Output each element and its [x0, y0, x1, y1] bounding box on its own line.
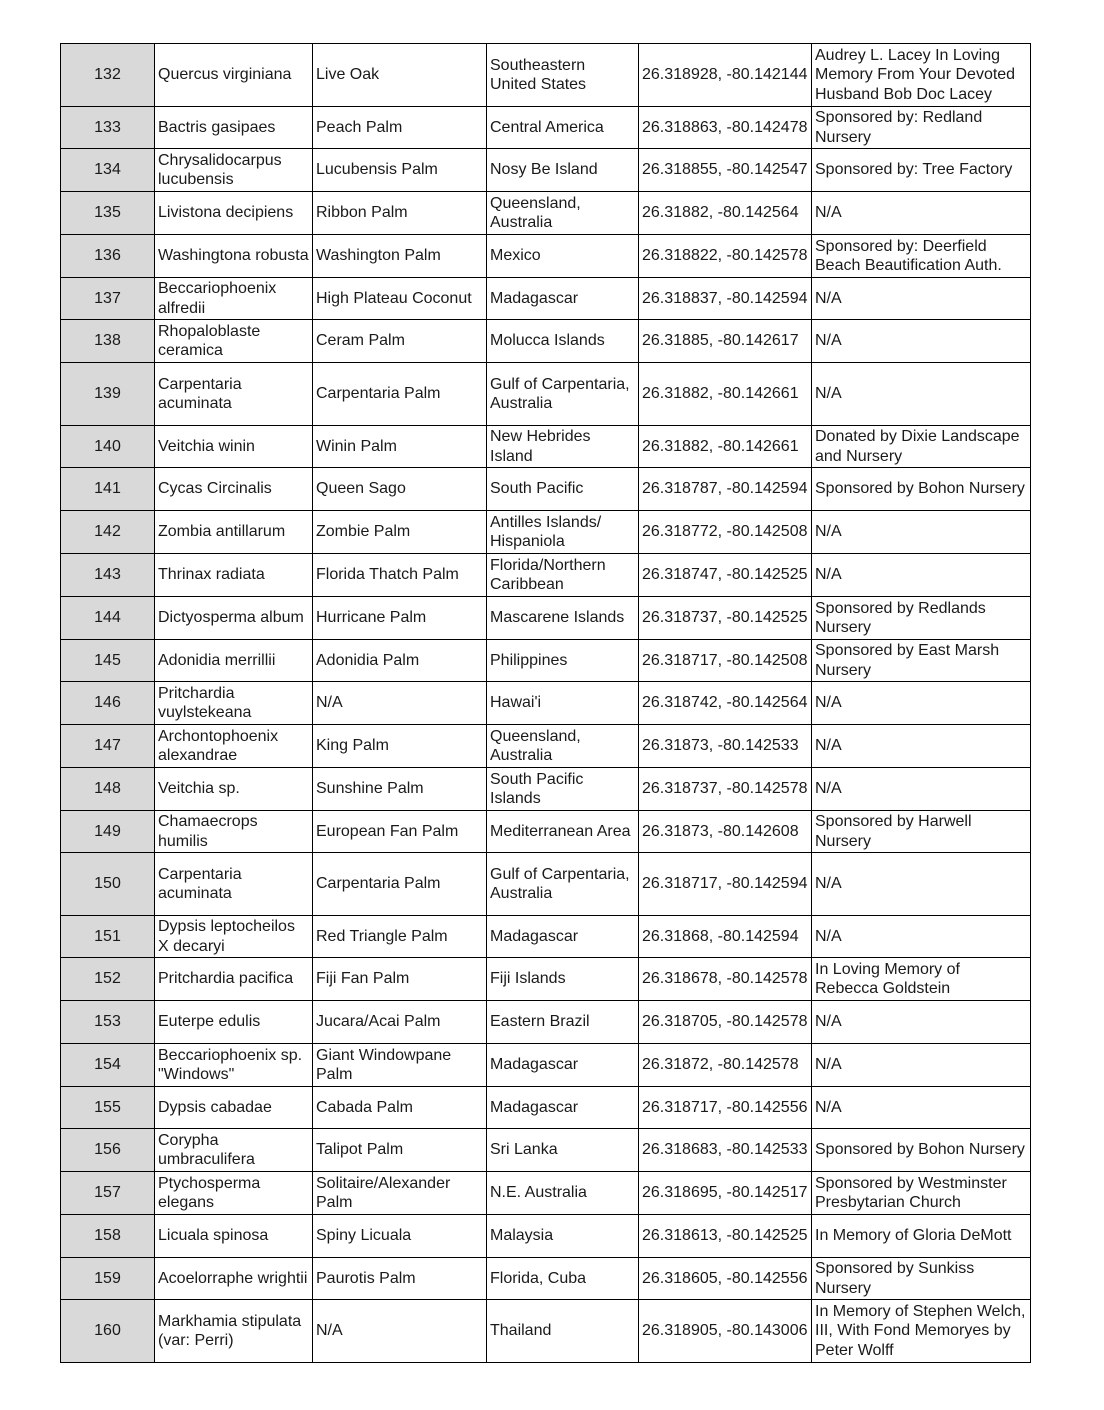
scientific-name: Dypsis leptocheilos X decaryi — [155, 916, 313, 958]
table-row — [61, 853, 1031, 916]
native-origin: Gulf of Carpentaria, Australia — [487, 853, 639, 916]
common-name: Florida Thatch Palm — [313, 554, 487, 597]
scientific-name: Bactris gasipaes — [155, 107, 313, 149]
gps-coordinates: 26.31873, -80.142533 — [639, 725, 812, 768]
table-row — [61, 426, 1031, 468]
gps-coordinates: 26.318928, -80.142144 — [639, 44, 812, 107]
gps-coordinates: 26.318747, -80.142525 — [639, 554, 812, 597]
native-origin: Malaysia — [487, 1215, 639, 1258]
gps-coordinates: 26.318717, -80.142508 — [639, 640, 812, 682]
table-row — [61, 682, 1031, 725]
table-row — [61, 1215, 1031, 1258]
common-name: Hurricane Palm — [313, 597, 487, 640]
row-number: 154 — [61, 1044, 155, 1087]
table-row — [61, 1087, 1031, 1129]
table-row — [61, 554, 1031, 597]
sponsor-notes: N/A — [812, 511, 1031, 554]
native-origin: Queensland, Australia — [487, 192, 639, 235]
table-body — [61, 44, 1031, 1363]
common-name: Peach Palm — [313, 107, 487, 149]
row-number: 141 — [61, 468, 155, 511]
row-number: 144 — [61, 597, 155, 640]
scientific-name: Washingtona robusta — [155, 235, 313, 278]
table-row — [61, 1300, 1031, 1363]
table-row — [61, 278, 1031, 320]
gps-coordinates: 26.31872, -80.142578 — [639, 1044, 812, 1087]
common-name: Red Triangle Palm — [313, 916, 487, 958]
native-origin: Central America — [487, 107, 639, 149]
common-name: Jucara/Acai Palm — [313, 1001, 487, 1044]
scientific-name: Pritchardia pacifica — [155, 958, 313, 1001]
common-name: European Fan Palm — [313, 811, 487, 853]
sponsor-notes: N/A — [812, 278, 1031, 320]
native-origin: South Pacific — [487, 468, 639, 511]
gps-coordinates: 26.318787, -80.142594 — [639, 468, 812, 511]
row-number: 159 — [61, 1258, 155, 1300]
table-row — [61, 363, 1031, 426]
native-origin: Florida, Cuba — [487, 1258, 639, 1300]
scientific-name: Veitchia sp. — [155, 768, 313, 811]
gps-coordinates: 26.318737, -80.142578 — [639, 768, 812, 811]
common-name: Lucubensis Palm — [313, 149, 487, 192]
gps-coordinates: 26.318905, -80.143006 — [639, 1300, 812, 1363]
gps-coordinates: 26.31882, -80.142661 — [639, 426, 812, 468]
row-number: 146 — [61, 682, 155, 725]
native-origin: N.E. Australia — [487, 1172, 639, 1215]
scientific-name: Zombia antillarum — [155, 511, 313, 554]
gps-coordinates: 26.31873, -80.142608 — [639, 811, 812, 853]
native-origin: Molucca Islands — [487, 320, 639, 363]
row-number: 142 — [61, 511, 155, 554]
scientific-name: Livistona decipiens — [155, 192, 313, 235]
scientific-name: Dictyosperma album — [155, 597, 313, 640]
gps-coordinates: 26.31882, -80.142661 — [639, 363, 812, 426]
sponsor-notes: Audrey L. Lacey In Loving Memory From Your Devoted Husband Bob Doc Lacey — [812, 44, 1031, 107]
scientific-name: Adonidia merrillii — [155, 640, 313, 682]
native-origin: Florida/Northern Caribbean — [487, 554, 639, 597]
scientific-name: Thrinax radiata — [155, 554, 313, 597]
native-origin: Madagascar — [487, 1044, 639, 1087]
table-row — [61, 468, 1031, 511]
table-row — [61, 916, 1031, 958]
scientific-name: Euterpe edulis — [155, 1001, 313, 1044]
common-name: Giant Windowpane Palm — [313, 1044, 487, 1087]
common-name: Sunshine Palm — [313, 768, 487, 811]
scientific-name: Beccariophoenix alfredii — [155, 278, 313, 320]
row-number: 156 — [61, 1129, 155, 1172]
gps-coordinates: 26.318855, -80.142547 — [639, 149, 812, 192]
row-number: 133 — [61, 107, 155, 149]
row-number: 151 — [61, 916, 155, 958]
scientific-name: Licuala spinosa — [155, 1215, 313, 1258]
row-number: 145 — [61, 640, 155, 682]
native-origin: Mediterranean Area — [487, 811, 639, 853]
sponsor-notes: Sponsored by Harwell Nursery — [812, 811, 1031, 853]
gps-coordinates: 26.318717, -80.142556 — [639, 1087, 812, 1129]
gps-coordinates: 26.318605, -80.142556 — [639, 1258, 812, 1300]
row-number: 137 — [61, 278, 155, 320]
native-origin: Nosy Be Island — [487, 149, 639, 192]
sponsor-notes: N/A — [812, 554, 1031, 597]
sponsor-notes: N/A — [812, 853, 1031, 916]
native-origin: Philippines — [487, 640, 639, 682]
scientific-name: Beccariophoenix sp. "Windows" — [155, 1044, 313, 1087]
native-origin: Madagascar — [487, 1087, 639, 1129]
common-name: N/A — [313, 682, 487, 725]
table-row — [61, 1001, 1031, 1044]
row-number: 138 — [61, 320, 155, 363]
row-number: 132 — [61, 44, 155, 107]
gps-coordinates: 26.31868, -80.142594 — [639, 916, 812, 958]
gps-coordinates: 26.318822, -80.142578 — [639, 235, 812, 278]
row-number: 134 — [61, 149, 155, 192]
row-number: 157 — [61, 1172, 155, 1215]
native-origin: Mascarene Islands — [487, 597, 639, 640]
row-number: 139 — [61, 363, 155, 426]
row-number: 136 — [61, 235, 155, 278]
sponsor-notes: N/A — [812, 768, 1031, 811]
table-row — [61, 192, 1031, 235]
sponsor-notes: N/A — [812, 1044, 1031, 1087]
table-row — [61, 640, 1031, 682]
sponsor-notes: N/A — [812, 1087, 1031, 1129]
row-number: 140 — [61, 426, 155, 468]
gps-coordinates: 26.318717, -80.142594 — [639, 853, 812, 916]
sponsor-notes: In Memory of Gloria DeMott — [812, 1215, 1031, 1258]
common-name: Adonidia Palm — [313, 640, 487, 682]
scientific-name: Rhopaloblaste ceramica — [155, 320, 313, 363]
native-origin: Antilles Islands/ Hispaniola — [487, 511, 639, 554]
gps-coordinates: 26.318705, -80.142578 — [639, 1001, 812, 1044]
native-origin: Mexico — [487, 235, 639, 278]
table-row — [61, 597, 1031, 640]
sponsor-notes: In Memory of Stephen Welch, III, With Fond Memoryes by Peter Wolff — [812, 1300, 1031, 1363]
row-number: 155 — [61, 1087, 155, 1129]
native-origin: Madagascar — [487, 916, 639, 958]
common-name: Washington Palm — [313, 235, 487, 278]
sponsor-notes: N/A — [812, 725, 1031, 768]
native-origin: Southeastern United States — [487, 44, 639, 107]
table-row — [61, 235, 1031, 278]
common-name: Carpentaria Palm — [313, 363, 487, 426]
table-row — [61, 149, 1031, 192]
row-number: 152 — [61, 958, 155, 1001]
common-name: Ribbon Palm — [313, 192, 487, 235]
row-number: 158 — [61, 1215, 155, 1258]
scientific-name: Carpentaria acuminata — [155, 853, 313, 916]
gps-coordinates: 26.318613, -80.142525 — [639, 1215, 812, 1258]
sponsor-notes: Donated by Dixie Landscape and Nursery — [812, 426, 1031, 468]
native-origin: Gulf of Carpentaria, Australia — [487, 363, 639, 426]
plant-inventory-table — [60, 43, 1031, 1363]
scientific-name: Archontophoenix alexandrae — [155, 725, 313, 768]
row-number: 148 — [61, 768, 155, 811]
sponsor-notes: Sponsored by: Redland Nursery — [812, 107, 1031, 149]
gps-coordinates: 26.318737, -80.142525 — [639, 597, 812, 640]
sponsor-notes: Sponsored by: Tree Factory — [812, 149, 1031, 192]
sponsor-notes: N/A — [812, 1001, 1031, 1044]
table-row — [61, 811, 1031, 853]
sponsor-notes: N/A — [812, 916, 1031, 958]
table-row — [61, 44, 1031, 107]
native-origin: Madagascar — [487, 278, 639, 320]
common-name: Live Oak — [313, 44, 487, 107]
common-name: Fiji Fan Palm — [313, 958, 487, 1001]
gps-coordinates: 26.31885, -80.142617 — [639, 320, 812, 363]
sponsor-notes: In Loving Memory of Rebecca Goldstein — [812, 958, 1031, 1001]
common-name: Paurotis Palm — [313, 1258, 487, 1300]
sponsor-notes: Sponsored by Redlands Nursery — [812, 597, 1031, 640]
table-row — [61, 1258, 1031, 1300]
native-origin: Queensland, Australia — [487, 725, 639, 768]
native-origin: South Pacific Islands — [487, 768, 639, 811]
common-name: Zombie Palm — [313, 511, 487, 554]
table-row — [61, 511, 1031, 554]
native-origin: Fiji Islands — [487, 958, 639, 1001]
table-row — [61, 107, 1031, 149]
row-number: 153 — [61, 1001, 155, 1044]
common-name: King Palm — [313, 725, 487, 768]
gps-coordinates: 26.318742, -80.142564 — [639, 682, 812, 725]
sponsor-notes: Sponsored by: Deerfield Beach Beautification Auth. — [812, 235, 1031, 278]
gps-coordinates: 26.318695, -80.142517 — [639, 1172, 812, 1215]
row-number: 135 — [61, 192, 155, 235]
row-number: 143 — [61, 554, 155, 597]
gps-coordinates: 26.318837, -80.142594 — [639, 278, 812, 320]
gps-coordinates: 26.318772, -80.142508 — [639, 511, 812, 554]
sponsor-notes: N/A — [812, 682, 1031, 725]
sponsor-notes: N/A — [812, 363, 1031, 426]
scientific-name: Chrysalidocarpus lucubensis — [155, 149, 313, 192]
common-name: Spiny Licuala — [313, 1215, 487, 1258]
native-origin: New Hebrides Island — [487, 426, 639, 468]
table-row — [61, 320, 1031, 363]
row-number: 160 — [61, 1300, 155, 1363]
common-name: Cabada Palm — [313, 1087, 487, 1129]
common-name: Winin Palm — [313, 426, 487, 468]
sponsor-notes: N/A — [812, 192, 1031, 235]
scientific-name: Chamaecrops humilis — [155, 811, 313, 853]
scientific-name: Cycas Circinalis — [155, 468, 313, 511]
scientific-name: Corypha umbraculifera — [155, 1129, 313, 1172]
scientific-name: Markhamia stipulata (var: Perri) — [155, 1300, 313, 1363]
scientific-name: Dypsis cabadae — [155, 1087, 313, 1129]
sponsor-notes: Sponsored by East Marsh Nursery — [812, 640, 1031, 682]
table-row — [61, 1129, 1031, 1172]
row-number: 147 — [61, 725, 155, 768]
sponsor-notes: Sponsored by Bohon Nursery — [812, 468, 1031, 511]
sponsor-notes: N/A — [812, 320, 1031, 363]
common-name: N/A — [313, 1300, 487, 1363]
native-origin: Sri Lanka — [487, 1129, 639, 1172]
common-name: Solitaire/Alexander Palm — [313, 1172, 487, 1215]
scientific-name: Veitchia winin — [155, 426, 313, 468]
gps-coordinates: 26.318683, -80.142533 — [639, 1129, 812, 1172]
gps-coordinates: 26.318678, -80.142578 — [639, 958, 812, 1001]
gps-coordinates: 26.318863, -80.142478 — [639, 107, 812, 149]
table-row — [61, 725, 1031, 768]
common-name: Ceram Palm — [313, 320, 487, 363]
gps-coordinates: 26.31882, -80.142564 — [639, 192, 812, 235]
common-name: High Plateau Coconut — [313, 278, 487, 320]
table-row — [61, 1172, 1031, 1215]
scientific-name: Carpentaria acuminata — [155, 363, 313, 426]
scientific-name: Quercus virginiana — [155, 44, 313, 107]
common-name: Talipot Palm — [313, 1129, 487, 1172]
scientific-name: Ptychosperma elegans — [155, 1172, 313, 1215]
sponsor-notes: Sponsored by Bohon Nursery — [812, 1129, 1031, 1172]
native-origin: Hawai'i — [487, 682, 639, 725]
common-name: Carpentaria Palm — [313, 853, 487, 916]
row-number: 149 — [61, 811, 155, 853]
native-origin: Thailand — [487, 1300, 639, 1363]
scientific-name: Pritchardia vuylstekeana — [155, 682, 313, 725]
native-origin: Eastern Brazil — [487, 1001, 639, 1044]
table-row — [61, 768, 1031, 811]
row-number: 150 — [61, 853, 155, 916]
table-row — [61, 1044, 1031, 1087]
scientific-name: Acoelorraphe wrightii — [155, 1258, 313, 1300]
sponsor-notes: Sponsored by Westminster Presbytarian Church — [812, 1172, 1031, 1215]
common-name: Queen Sago — [313, 468, 487, 511]
sponsor-notes: Sponsored by Sunkiss Nursery — [812, 1258, 1031, 1300]
table-row — [61, 958, 1031, 1001]
